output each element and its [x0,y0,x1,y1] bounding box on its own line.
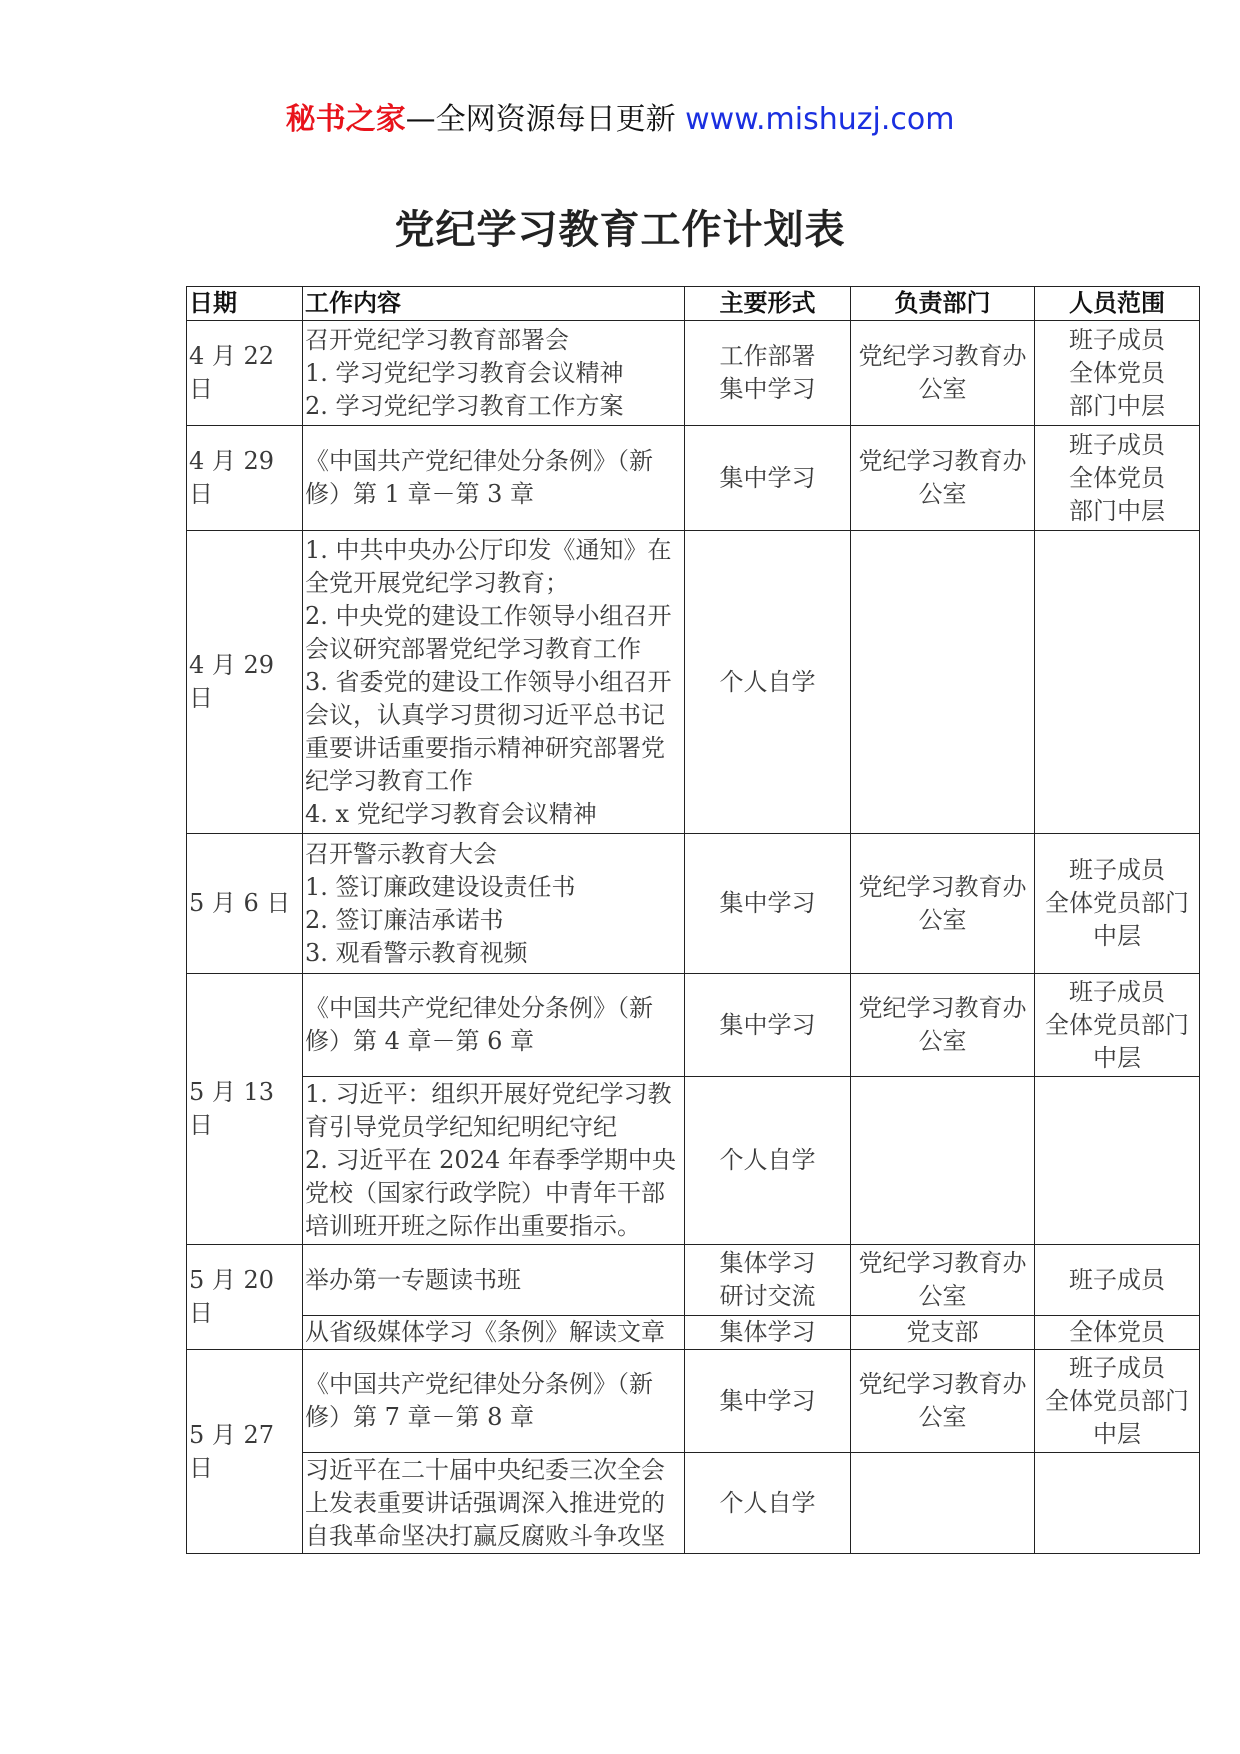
date-cell: 5 月 20 日 [187,1245,303,1350]
content-line: 召开党纪学习教育部署会 [305,325,569,354]
table-row [187,531,1200,834]
form-cell: 集中学习 [685,1350,851,1453]
scope-line: 班子成员 [1069,430,1165,459]
scope-line: 中层 [1093,1419,1141,1448]
form-cell: 集中学习 [685,426,851,531]
dept-cell [851,974,1035,1077]
header-dept: 负责部门 [851,287,1035,321]
dept-cell [851,426,1035,531]
brand-slogan: —全网资源每日更新 [405,102,676,137]
content-cell [303,974,685,1077]
content-cell [303,426,685,531]
scope-line: 班子成员 [1069,856,1165,884]
date-cell: 5 月 27 日 [187,1350,303,1554]
header-form: 主要形式 [685,287,851,321]
scope-cell [1035,531,1200,834]
date-cell: 4 月 22 日 [187,321,303,426]
content-line: 育引导党员学纪知纪明纪守纪 [305,1113,617,1141]
dept-line: 党纪学习教育办 [858,872,1027,901]
dept-cell: 党支部 [851,1316,1035,1350]
form-cell: 集中学习 [685,834,851,974]
content-line: 《中国共产党纪律处分条例》（新 [305,994,653,1022]
date-cell: 4 月 29 日 [187,531,303,834]
content-line: 会议，认真学习贯彻习近平总书记 [305,700,665,729]
content-line: 4. x 党纪学习教育会议精神 [305,799,597,828]
dept-cell [851,321,1035,426]
table-row [187,974,1200,1077]
content-line: 3. 观看警示教育视频 [305,938,528,967]
content-line: 自我革命坚决打赢反腐败斗争攻坚 [305,1521,665,1550]
content-line: 1. 中共中央办公厅印发《通知》在 [305,535,672,564]
dept-cell [851,1245,1035,1316]
form-line: 集中学习 [719,375,816,403]
content-line: 2. 签订廉洁承诺书 [305,905,504,934]
content-line: 3. 省委党的建设工作领导小组召开 [305,667,672,696]
form-line: 集体学习 [719,1249,816,1277]
header-date: 日期 [187,287,303,321]
scope-line: 全体党员 [1069,463,1165,492]
dept-line: 公室 [918,1282,967,1310]
content-line: 召开警示教育大会 [305,839,497,868]
content-cell [303,531,685,834]
content-line: 上发表重要讲话强调深入推进党的 [305,1488,665,1517]
dept-cell [851,1453,1035,1554]
form-line: 研讨交流 [719,1282,816,1310]
content-line: 2. 习近平在 2024 年春季学期中央 [305,1146,676,1174]
dept-line: 公室 [918,1027,967,1055]
scope-line: 中层 [1093,922,1141,950]
content-line: 1. 学习党纪学习教育会议精神 [305,358,624,387]
site-banner [0,100,1240,140]
form-cell: 个人自学 [685,1453,851,1554]
date-cell: 5 月 13 日 [187,974,303,1245]
content-line: 培训班开班之际作出重要指示。 [305,1212,641,1240]
content-line: 重要讲话重要指示精神研究部署党 [305,733,665,762]
site-url-link[interactable]: www.mishuzj.com [685,102,955,137]
content-cell [303,1350,685,1453]
scope-cell: 全体党员 [1035,1316,1200,1350]
dept-line: 党纪学习教育办 [858,994,1027,1022]
table-row [187,1316,1200,1350]
scope-line: 部门中层 [1069,496,1165,525]
form-cell [685,321,851,426]
form-cell [685,1245,851,1316]
scope-line: 全体党员部门 [1045,1386,1189,1415]
dept-cell [851,1077,1035,1245]
scope-cell [1035,321,1200,426]
table-row [187,834,1200,974]
content-cell: 从省级媒体学习《条例》解读文章 [303,1316,685,1350]
date-cell: 5 月 6 日 [187,834,303,974]
content-line: 全党开展党纪学习教育； [305,568,569,597]
scope-cell [1035,1453,1200,1554]
work-plan-table [186,286,1200,1554]
content-line: 2. 中央党的建设工作领导小组召开 [305,601,672,630]
scope-line: 班子成员 [1069,325,1165,354]
content-line: 会议研究部署党纪学习教育工作 [305,634,641,663]
scope-line: 全体党员部门 [1045,1010,1189,1039]
content-line: 2. 学习党纪学习教育工作方案 [305,391,624,420]
content-line: 1. 签订廉政建设设责任书 [305,872,576,901]
dept-line: 公室 [918,480,967,508]
dept-line: 公室 [918,1403,967,1431]
dept-line: 党纪学习教育办 [858,1249,1027,1277]
scope-line: 班子成员 [1069,1353,1165,1382]
content-cell [303,1077,685,1245]
content-line: 习近平在二十届中央纪委三次全会 [305,1455,665,1484]
scope-line: 部门中层 [1069,391,1165,420]
brand-name: 秘书之家 [285,102,406,137]
dept-cell [851,531,1035,834]
dept-cell [851,834,1035,974]
scope-line: 全体党员 [1069,358,1165,387]
scope-cell [1035,1077,1200,1245]
scope-cell [1035,426,1200,531]
scope-cell [1035,834,1200,974]
table-row [187,1350,1200,1453]
content-cell [303,1453,685,1554]
form-cell: 集中学习 [685,974,851,1077]
content-line: 《中国共产党纪律处分条例》（新 [305,1370,653,1398]
scope-line: 中层 [1093,1043,1141,1072]
content-cell [303,834,685,974]
dept-cell [851,1350,1035,1453]
table-row [187,1077,1200,1245]
content-line: 《中国共产党纪律处分条例》（新 [305,447,653,475]
dept-line: 公室 [918,375,967,403]
form-cell: 个人自学 [685,1077,851,1245]
scope-line: 全体党员部门 [1045,889,1189,917]
dept-line: 党纪学习教育办 [858,447,1027,475]
header-content: 工作内容 [303,287,685,321]
content-line: 1. 习近平：组织开展好党纪学习教 [305,1080,672,1108]
table-row [187,1245,1200,1316]
dept-line: 公室 [918,905,967,934]
content-line: 修）第 4 章－第 6 章 [305,1027,535,1055]
dept-line: 党纪学习教育办 [858,342,1027,370]
document-title: 党纪学习教育工作计划表 [394,206,846,253]
content-cell: 举办第一专题读书班 [303,1245,685,1316]
scope-cell: 班子成员 [1035,1245,1200,1316]
table-row [187,426,1200,531]
dept-line: 党纪学习教育办 [858,1370,1027,1398]
content-cell [303,321,685,426]
table-row [187,321,1200,426]
table-header-row [187,287,1200,321]
date-cell: 4 月 29 日 [187,426,303,531]
scope-line: 班子成员 [1069,977,1165,1006]
scope-cell [1035,1350,1200,1453]
scope-cell [1035,974,1200,1077]
content-line: 修）第 7 章－第 8 章 [305,1403,535,1431]
content-line: 纪学习教育工作 [305,766,473,795]
content-line: 党校（国家行政学院）中青年干部 [305,1179,665,1207]
form-line: 工作部署 [719,342,816,370]
table-row [187,1453,1200,1554]
header-scope: 人员范围 [1035,287,1200,321]
form-cell: 个人自学 [685,531,851,834]
content-line: 修）第 1 章－第 3 章 [305,480,535,508]
form-cell: 集体学习 [685,1316,851,1350]
